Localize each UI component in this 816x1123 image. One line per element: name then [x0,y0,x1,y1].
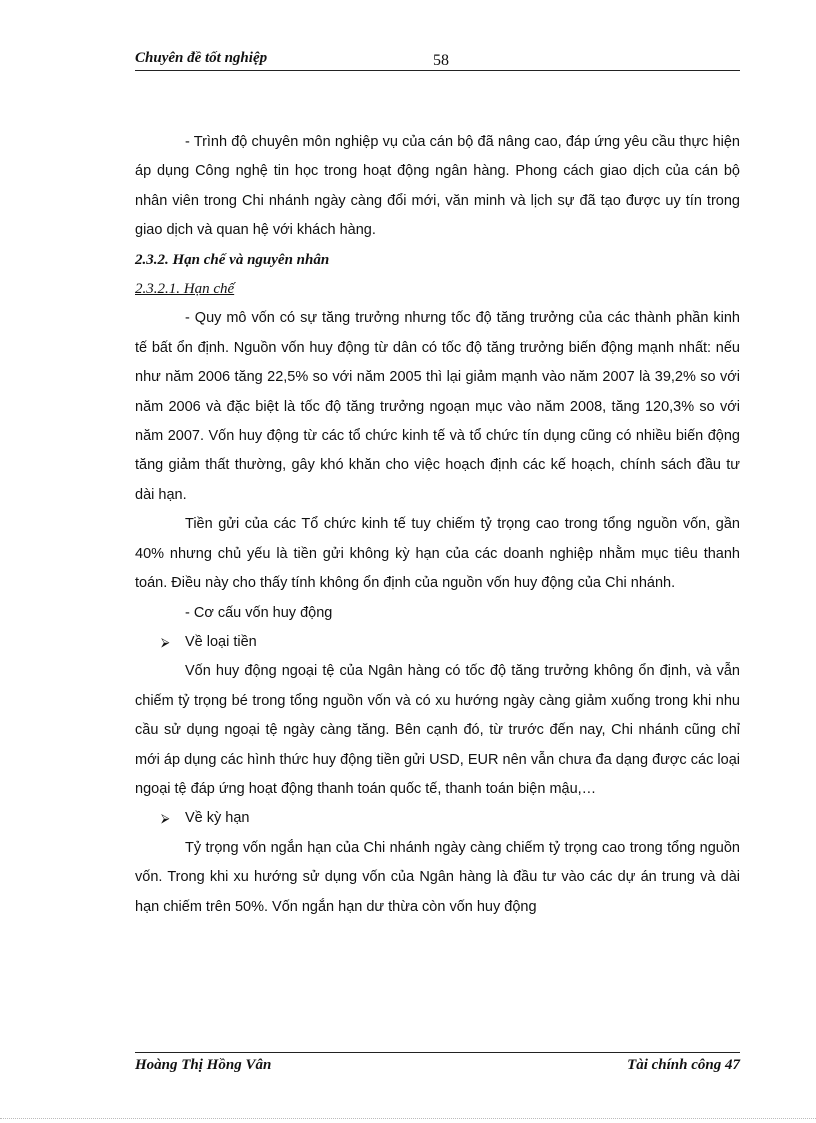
page-number: 58 [433,52,449,69]
paragraph: Tiền gửi của các Tổ chức kinh tế tuy chiếm tỷ trọng cao trong tổng nguồn vốn, gần 40% nhưng chủ yếu là tiền gửi không kỳ hạn của các doanh nghiệp nhằm mục tiêu thanh toán. Điều này cho thấy tính không ổn định của nguồn vốn huy động của Chi nhánh. [135,516,740,592]
page-header [135,48,740,71]
footer-author: Hoàng Thị Hồng Vân [135,1057,272,1073]
arrow-bullet-icon: ⮚ [161,634,170,649]
header-title: Chuyên đề tốt nghiệp [135,50,268,66]
bullet-text: Về loại tiền [185,633,257,650]
bullet-item [135,804,740,833]
page-footer [135,1052,740,1079]
paragraph: - Cơ cấu vốn huy động [185,604,333,621]
paragraph: - Trình độ chuyên môn nghiệp vụ của cán bộ đã nâng cao, đáp ứng yêu cầu thực hiện áp dụng Công nghệ tin học trong hoạt động ngân hàng. Phong cách giao dịch của cán bộ nhân viên trong Chi nhánh ngày càng đổi mới, văn minh và lịch sự đã tạo được uy tín trong giao dịch và quan hệ với khách hàng. [135,134,740,239]
paragraph: Tỷ trọng vốn ngắn hạn của Chi nhánh ngày càng chiếm tỷ trọng cao trong tổng nguồn vốn. Trong khi xu hướng sử dụng vốn của Ngân hàng là đầu tư vào các dự án trung và dài hạn chiếm trên 50%. Vốn ngắn hạn dư thừa còn vốn huy động [135,839,740,915]
section-heading: 2.3.2. Hạn chế và nguyên nhân [135,251,330,268]
paragraph: Vốn huy động ngoại tệ của Ngân hàng có tốc độ tăng trưởng không ổn định, và vẫn chiếm tỷ trọng bé trong tổng nguồn vốn và có xu hướng ngày càng giảm xuống trong khi nhu cầu sử dụng ngoại tệ ngày càng tăng. Bên cạnh đó, từ trước đến nay, Chi nhánh cũng chỉ mới áp dụng các hình thức huy động tiền gửi USD, EUR nên vẫn chưa đa dạng được các loại ngoại tệ đáp ứng hoạt động thanh toán quốc tế, thanh toán biện mậu,… [135,663,740,797]
arrow-bullet-icon: ⮚ [161,811,170,826]
bullet-text: Về kỳ hạn [185,810,250,827]
subsection-heading-text: 2.3.2.1. Hạn chế [135,281,235,298]
paragraph: - Quy mô vốn có sự tăng trưởng nhưng tốc độ tăng trưởng của các thành phần kinh tế bất ổn định. Nguồn vốn huy động từ dân có tốc độ tăng trưởng biến động mạnh nhất: nếu như năm 2006 tăng 22,5% so với năm 2005 thì lại giảm mạnh vào năm 2007 là 39,2% so với năm 2006 và đặc biệt là tốc độ tăng trưởng ngoạn mục vào năm 2008, tăng 120,3% so với năm 2007. Vốn huy động từ các tổ chức kinh tế và tổ chức tín dụng cũng có nhiều biến động tăng giảm thất thường, gây khó khăn cho việc hoạch định các kế hoạch, chính sách đầu tư dài hạn. [135,310,740,503]
document-body [135,128,740,922]
bullet-item [135,628,740,657]
subsection-heading [135,275,740,304]
footer-class: Tài chính công 47 [627,1057,740,1073]
page-edge-divider [0,1118,816,1119]
